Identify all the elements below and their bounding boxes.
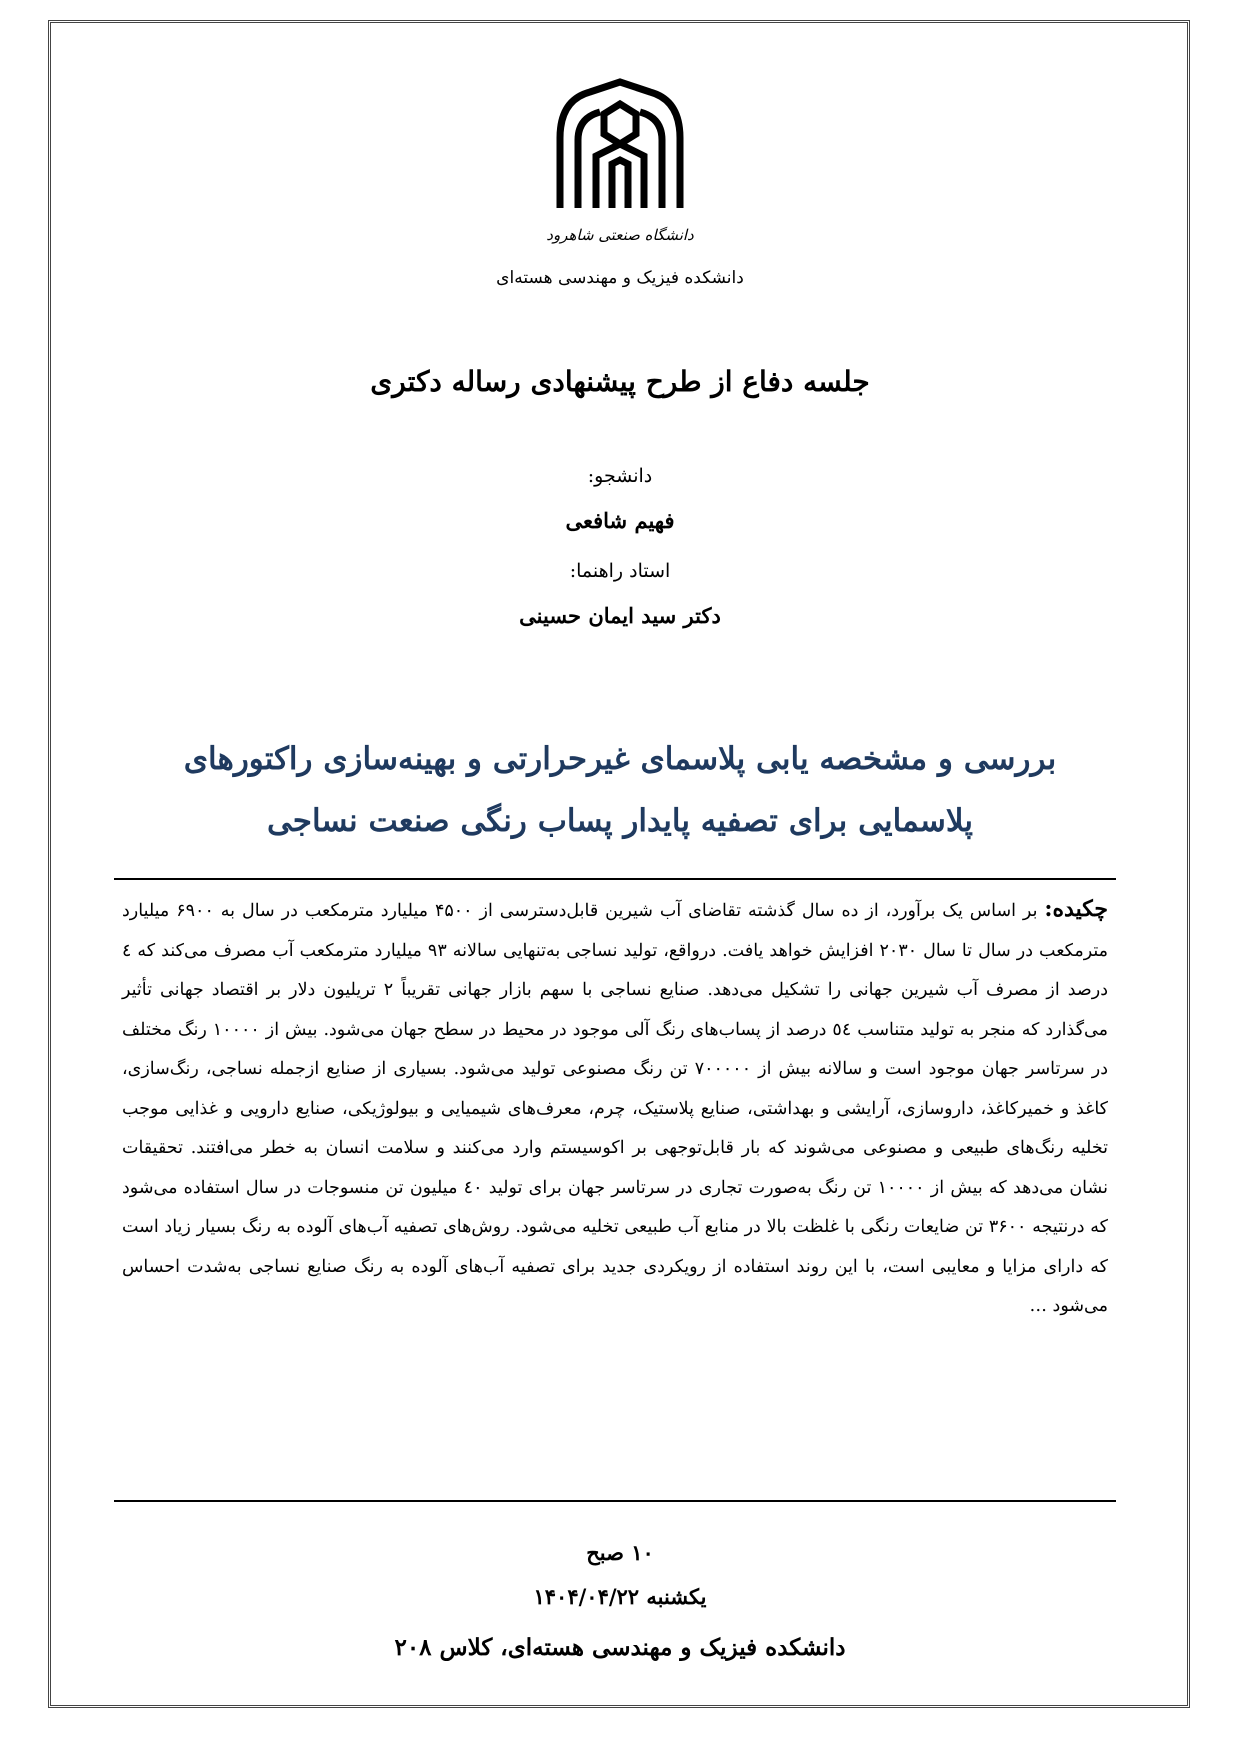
thesis-title-line-1: بررسی و مشخصه یابی پلاسمای غیرحرارتی و بهینه‌سازی راکتورهای	[183, 741, 1057, 777]
abstract-label: چکیده:	[1044, 896, 1108, 922]
university-logo	[540, 78, 700, 258]
thesis-title	[120, 728, 1120, 852]
thesis-title-line-2: پلاسمایی برای تصفیه پایدار پساب رنگی صنعت نساجی	[266, 803, 974, 839]
abstract-text: بر اساس یک برآورد، از ده سال گذشته تقاضای آب شیرین قابل‌دسترسی از ۴۵۰۰ میلیارد مترمکعب در سال به ۶۹۰۰ میلیارد مترمکعب در سال تا سال ۲۰۳۰ افزایش خواهد یافت. درواقع، تولید نساجی به‌تنهایی سالانه ۹۳ میلیارد مترمکعب آب مصرف می‌کند که ٤ درصد از مصرف آب شیرین جهانی را تشکیل می‌دهد. صنایع نساجی با سهم بازار جهانی تقریباً ۲ تریلیون دلار بر اقتصاد جهانی تأثیر می‌گذارد که منجر به تولید متناسب ٥٤ درصد از پساب‌های رنگ آلی موجود در محیط در سطح جهان می‌شود. بیش از ۱۰۰۰۰ رنگ مختلف در سرتاسر جهان موجود است و سالانه بیش از ۷۰۰۰۰۰ تن رنگ مصنوعی تولید می‌شود. بسیاری از صنایع ازجمله نساجی، رنگ‌سازی، کاغذ و خمیرکاغذ، داروسازی، آرایشی و بهداشتی، صنایع پلاستیک، چرم، معرف‌های شیمیایی و بیولوژیکی، صنایع دارویی و غذایی موجب تخلیه رنگ‌های طبیعی و مصنوعی می‌شوند که بار قابل‌توجهی بر اکوسیستم وارد می‌کنند و سلامت انسان به خطر می‌افتند. تحقیقات نشان می‌دهد که بیش از ۱۰۰۰۰ تن رنگ به‌صورت تجاری در سرتاسر جهان برای تولید ٤۰ میلیون تن منسوجات در سال استفاده می‌شود که درنتیجه ۳۶۰۰ تن ضایعات رنگی با غلظت بالا در منابع آب طبیعی تخلیه می‌شود. روش‌های تصفیه آب‌های آلوده به رنگ بسیار زیاد است که دارای مزایا و معایبی است، با این روند استفاده از رویکردی جدید برای تصفیه آب‌های آلوده به رنگ صنایع نساجی به‌شدت احساس می‌شود …	[122, 901, 1109, 1316]
logo-caption: دانشگاه صنعتی شاهرود	[546, 226, 694, 244]
faculty-name: دانشکده فیزیک و مهندسی هسته‌ای	[496, 268, 744, 288]
university-logo-icon	[540, 78, 700, 258]
abstract	[122, 890, 1108, 1327]
session-title: جلسه دفاع از طرح پیشنهادی رساله دکتری	[370, 365, 870, 398]
student-label: دانشجو:	[587, 465, 653, 487]
student-name: فهیم شافعی	[565, 508, 675, 533]
advisor-label: استاد راهنما:	[569, 560, 671, 582]
advisor-name: دکتر سید ایمان حسینی	[519, 603, 721, 628]
defense-location: دانشکده فیزیک و مهندسی هسته‌ای، کلاس ۲۰۸	[394, 1634, 846, 1661]
defense-date: یکشنبه ۱۴۰۴/۰۴/۲۲	[533, 1584, 707, 1609]
abstract-top-rule	[114, 878, 1116, 880]
defense-time: ۱۰ صبح	[586, 1540, 654, 1565]
abstract-bottom-rule	[114, 1500, 1116, 1502]
